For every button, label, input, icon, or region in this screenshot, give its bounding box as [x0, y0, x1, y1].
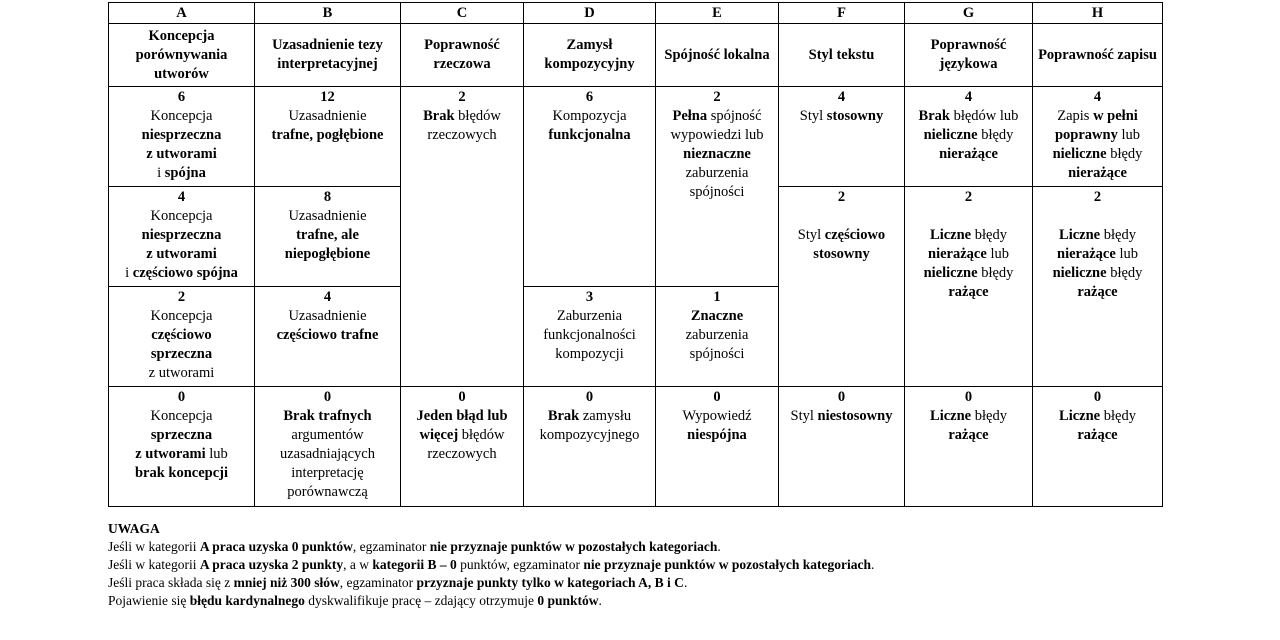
cell-h-0 [1033, 387, 1163, 507]
text: Koncepcja [150, 308, 213, 324]
text-bold: A praca uzyska 0 punktów [199, 539, 353, 554]
note-title: UWAGA [108, 521, 160, 536]
points: 0 [837, 389, 846, 405]
text: dyskwalifikuje pracę – zdający otrzymuje [304, 593, 538, 608]
text: interpretację [291, 465, 364, 481]
column-letter-e: E [656, 3, 779, 24]
column-letter-d: D [524, 3, 656, 24]
text: Jeśli praca składa się z [108, 575, 234, 590]
cell-b-4 [255, 287, 401, 387]
text-bold: nierażące [928, 246, 987, 262]
text-bold: z utworami [146, 246, 217, 262]
scoring-rubric-table [108, 2, 1163, 507]
text: błędy [971, 227, 1007, 243]
text-bold: sprzeczna [150, 346, 213, 362]
text: zamysłu [579, 408, 632, 424]
note-line-4 [108, 592, 1268, 610]
cell-f-4 [779, 87, 905, 187]
text-bold: Liczne [1059, 227, 1101, 243]
text-bold: trafne, ale [296, 227, 359, 243]
text-bold: niesprzeczna [141, 127, 222, 143]
text-bold: nieznaczne [683, 146, 751, 162]
text-bold: rażące [1077, 427, 1118, 443]
text: argumentów [291, 427, 364, 443]
text: rzeczowych [427, 127, 497, 143]
text-bold: niespójna [687, 427, 747, 443]
text: lub [205, 446, 228, 462]
text: Koncepcja [150, 108, 213, 124]
note-line-3 [108, 574, 1268, 592]
text-bold: Jeden błąd lub [416, 408, 508, 424]
column-letter-a: A [109, 3, 255, 24]
cell-a-2 [109, 287, 255, 387]
note-section [108, 520, 1268, 610]
text-bold: więcej [419, 427, 459, 443]
cell-g-2 [905, 187, 1033, 387]
text: . [598, 593, 602, 608]
points: 0 [177, 389, 186, 405]
points: 2 [177, 289, 186, 305]
text-bold: rażące [948, 427, 989, 443]
text: . [871, 557, 875, 572]
text-bold: nieliczne [1052, 265, 1107, 281]
text-bold: Pełna [672, 108, 708, 124]
text-bold: spójna [164, 165, 206, 181]
cell-d-3 [524, 287, 656, 387]
text-bold: trafne, pogłębione [271, 127, 384, 143]
text-bold: nie przyznaje punktów w pozostałych kategoriach [429, 539, 718, 554]
text: . [683, 575, 688, 590]
points: 2 [837, 189, 846, 205]
text-bold: z utworami [146, 146, 217, 162]
text: błędy [1106, 146, 1143, 162]
points: 6 [177, 89, 186, 105]
cell-d-6 [524, 87, 656, 287]
points: 0 [323, 389, 332, 405]
text-bold: błędu kardynalnego [189, 593, 305, 608]
text: lub [1117, 127, 1140, 143]
column-letter-b: B [255, 3, 401, 24]
text-bold: nierażące [939, 146, 998, 162]
text-bold: nie przyznaje punktów w pozostałych kategoriach [583, 557, 871, 572]
cell-a-0 [109, 387, 255, 507]
note-line-1 [108, 538, 1268, 556]
text: kompozycji [555, 346, 624, 362]
header-c: Poprawność rzeczowa [401, 24, 524, 87]
points: 2 [1093, 189, 1102, 205]
column-letter-c: C [401, 3, 524, 24]
text-bold: nierażące [1068, 165, 1127, 181]
points: 3 [585, 289, 594, 305]
text: błędów [454, 108, 501, 124]
cell-e-0 [656, 387, 779, 507]
column-header-row [109, 24, 1163, 87]
text-bold: poprawny [1054, 127, 1118, 143]
text-bold: częściowo [824, 227, 886, 243]
text-bold: Liczne [930, 408, 972, 424]
text-bold: sprzeczna [150, 427, 213, 443]
text: Jeśli w kategorii [108, 557, 200, 572]
note-line-2 [108, 556, 1268, 574]
score-row-1 [109, 87, 1163, 187]
points: 4 [837, 89, 846, 105]
text-bold: częściowo spójna [132, 265, 238, 281]
text-bold: w pełni [1093, 108, 1138, 124]
text-bold: nierażące [1057, 246, 1116, 262]
cell-b-8 [255, 187, 401, 287]
points: 0 [585, 389, 594, 405]
cell-a-4 [109, 187, 255, 287]
text: Styl [790, 408, 818, 424]
points: 0 [964, 389, 973, 405]
cell-b-12 [255, 87, 401, 187]
header-e: Spójność lokalna [656, 24, 779, 87]
score-row-4 [109, 387, 1163, 507]
text: uzasadniających [279, 446, 375, 462]
text-bold: częściowo trafne [276, 327, 379, 343]
text: , egzaminator [352, 539, 430, 554]
points: 0 [713, 389, 721, 405]
text-bold: Brak [547, 408, 580, 424]
text: błędy [977, 127, 1014, 143]
text-bold: Brak [918, 108, 950, 124]
column-letter-g: G [905, 3, 1033, 24]
text: z utworami [148, 365, 215, 381]
text: spójności [689, 346, 745, 362]
cell-h-2 [1033, 187, 1163, 387]
cell-d-0 [524, 387, 656, 507]
text-bold: Brak trafnych [283, 408, 372, 424]
text-bold: Brak [423, 108, 455, 124]
cell-f-0 [779, 387, 905, 507]
cell-g-4 [905, 87, 1033, 187]
cell-e-1 [656, 287, 779, 387]
text: , a w [343, 557, 373, 572]
text-bold: z utworami [135, 446, 206, 462]
cell-g-0 [905, 387, 1033, 507]
cell-h-4 [1033, 87, 1163, 187]
text: kompozycyjnego [539, 427, 640, 443]
text: Pojawienie się [108, 593, 190, 608]
header-f: Styl tekstu [779, 24, 905, 87]
text: Jeśli w kategorii [108, 539, 200, 554]
text: Koncepcja [150, 208, 213, 224]
text: funkcjonalności [543, 327, 636, 343]
text: , egzaminator [339, 575, 417, 590]
text: Uzasadnienie [288, 308, 367, 324]
header-b: Uzasadnienie tezy interpretacyjnej [255, 24, 401, 87]
text-bold: nieliczne [923, 265, 978, 281]
cell-e-2 [656, 87, 779, 287]
text: Koncepcja [150, 408, 213, 424]
header-g: Poprawność językowa [905, 24, 1033, 87]
text: błędów [458, 427, 505, 443]
text-bold: funkcjonalna [548, 127, 631, 143]
text: błędy [1106, 265, 1143, 281]
text: błędy [971, 408, 1007, 424]
cell-a-6 [109, 87, 255, 187]
text-bold: rażące [948, 284, 989, 300]
cell-b-0 [255, 387, 401, 507]
text: rzeczowych [427, 446, 497, 462]
points: 8 [323, 189, 332, 205]
text: Uzasadnienie [288, 208, 367, 224]
text: lub [986, 246, 1009, 262]
text: błędy [1100, 408, 1136, 424]
points: 1 [713, 289, 721, 305]
text-bold: brak koncepcji [134, 465, 229, 481]
points: 6 [585, 89, 594, 105]
text: Kompozycja [552, 108, 627, 124]
text-bold: 0 punktów [537, 593, 599, 608]
text-bold: nieliczne [1052, 146, 1107, 162]
text-bold: Znaczne [690, 308, 744, 324]
text-bold: stosowny [813, 246, 870, 262]
points: 2 [713, 89, 721, 105]
cell-c-0 [401, 387, 524, 507]
text: i [125, 265, 133, 281]
text: Styl [799, 108, 827, 124]
text-bold: niestosowny [817, 408, 893, 424]
text: wypowiedzi lub [670, 127, 764, 143]
text: błędy [1100, 227, 1136, 243]
text: Zapis [1057, 108, 1094, 124]
text: porównawczą [287, 484, 368, 500]
text: i [157, 165, 165, 181]
column-letter-h: H [1033, 3, 1163, 24]
text-bold: niesprzeczna [141, 227, 222, 243]
header-d: Zamysł kompozycyjny [524, 24, 656, 87]
text: zaburzenia [685, 327, 749, 343]
points: 2 [458, 89, 466, 105]
text-bold: niepogłębione [284, 246, 371, 262]
points: 2 [964, 189, 973, 205]
text: błędy [977, 265, 1014, 281]
points: 4 [177, 189, 186, 205]
points: 4 [323, 289, 332, 305]
cell-f-2 [779, 187, 905, 387]
column-letter-f: F [779, 3, 905, 24]
text-bold: nieliczne [923, 127, 978, 143]
text: błędów lub [949, 108, 1019, 124]
points: 4 [1093, 89, 1102, 105]
text: Styl [797, 227, 825, 243]
points: 0 [1093, 389, 1102, 405]
text-bold: Liczne [930, 227, 972, 243]
text: spójność [707, 108, 762, 124]
text: Zaburzenia [556, 308, 623, 324]
text: punktów, egzaminator [456, 557, 584, 572]
cell-c-2 [401, 87, 524, 387]
text-bold: stosowny [826, 108, 884, 124]
text-bold: mniej niż 300 słów [233, 575, 340, 590]
text-bold: kategorii B – 0 [372, 557, 457, 572]
text: Wypowiedź [682, 408, 752, 424]
text: lub [1115, 246, 1138, 262]
text-bold: rażące [1077, 284, 1118, 300]
text: zaburzenia [685, 165, 749, 181]
text-bold: A praca uzyska 2 punkty [199, 557, 344, 572]
text-bold: częściowo [151, 327, 212, 343]
text: spójności [689, 184, 745, 200]
points: 0 [458, 389, 466, 405]
header-h: Poprawność zapisu [1033, 24, 1163, 87]
points: 12 [320, 89, 335, 105]
text: . [717, 539, 721, 554]
text: Uzasadnienie [288, 108, 367, 124]
points: 4 [964, 89, 973, 105]
text-bold: Liczne [1059, 408, 1101, 424]
header-a: Koncepcja porównywania utworów [109, 24, 255, 87]
text-bold: przyznaje punkty tylko w kategoriach A, B i C [416, 575, 684, 590]
column-letter-row [109, 3, 1163, 24]
